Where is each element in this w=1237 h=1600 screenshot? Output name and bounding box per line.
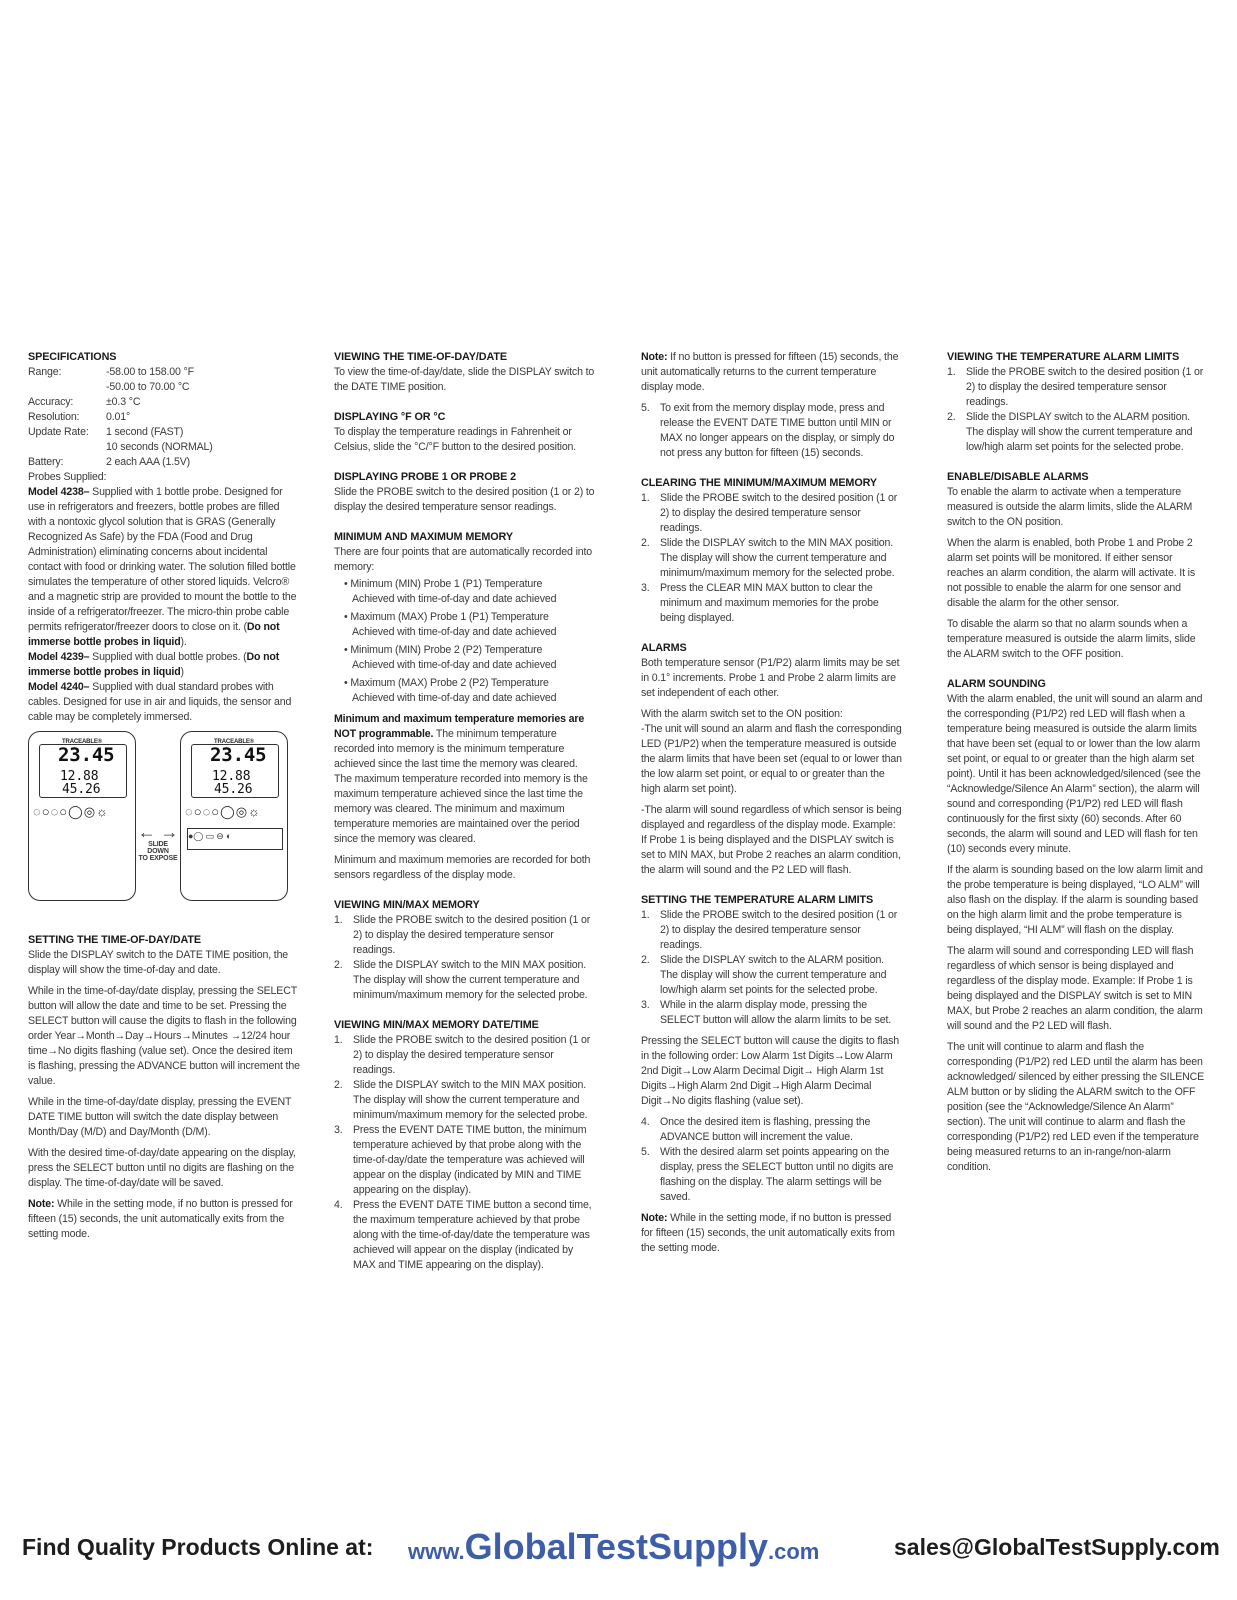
paragraph: Pressing the SELECT button will cause the digits to flash in the following order: Low Alarm 1st Digits→Low Alarm 2nd Digit→Low Alarm Decimal Digit→ High Alarm 1st Digits→High Alarm 2nd Digit→High Alarm Decimal Digit→No digits flashing (value set). <box>641 1035 900 1107</box>
clearing-memory-heading: CLEARING THE MINIMUM/MAXIMUM MEMORY <box>641 477 878 489</box>
column-viewing-memory <box>334 350 598 1279</box>
list-item: 4. Once the desired item is flashing, pressing the ADVANCE button will increment the value. <box>641 1116 871 1143</box>
specifications-heading: SPECIFICATIONS <box>28 351 117 363</box>
lcd-display: 23.45 12.88 45.26 <box>39 744 127 798</box>
footer-banner <box>0 1528 1237 1578</box>
specifications-table <box>28 365 300 470</box>
note-paragraph: Note: While in the setting mode, if no button is pressed for fifteen (15) seconds, the unit automatically exits from the setting mode. <box>28 1198 293 1240</box>
list-item: • Maximum (MAX) Probe 2 (P2) Temperature Achieved with time-of-day and date achieved <box>344 677 557 704</box>
lcd-display: 23.45 12.88 45.26 <box>191 744 279 798</box>
website-link[interactable]: www.GlobalTestSupply.com <box>408 1526 820 1567</box>
list-item: 5. To exit from the memory display mode, press and release the EVENT DATE TIME button until MIN or MAX no longer appears on the display, or simply do not press any button for fifteen (15) seconds. <box>641 402 895 459</box>
model-4239-text: Model 4239– Supplied with dual bottle probes. (Do not immerse bottle probes in liquid) <box>28 651 280 678</box>
paragraph: With the desired time-of-day/date appearing on the display, press the SELECT button until no digits are flashing on the display. The time-of-day/date will be saved. <box>28 1147 296 1189</box>
list-item: • Minimum (MIN) Probe 2 (P2) Temperature Achieved with time-of-day and date achieved <box>344 644 557 671</box>
thermometer-unit-closed <box>28 731 136 901</box>
column-specifications <box>28 350 300 1248</box>
memory-points-list <box>334 577 598 706</box>
paragraph: With the alarm switch set to the ON position: <box>641 708 843 720</box>
list-item: 2. Slide the DISPLAY switch to the MIN MAX position. The display will show the current temperature and minimum/maximum memory for the selected probe. <box>641 537 895 579</box>
spec-value: -58.00 to 158.00 °F <box>106 366 194 378</box>
viewing-time-heading: VIEWING THE TIME-OF-DAY/DATE <box>334 351 507 363</box>
list-item: 1. Slide the PROBE switch to the desired position (1 or 2) to display the desired temperature sensor readings. <box>334 1034 591 1076</box>
steps-list <box>334 1033 598 1273</box>
spec-label: Accuracy: <box>28 396 74 408</box>
footer-tagline: Find Quality Products Online at: <box>22 1534 374 1560</box>
list-item: 2. Slide the DISPLAY switch to the MIN MAX position. The display will show the current temperature and minimum/maximum memory for the selected probe. <box>334 959 588 1001</box>
setting-time-heading: SETTING THE TIME-OF-DAY/DATE <box>28 934 201 946</box>
paragraph: To view the time-of-day/date, slide the DISPLAY switch to the DATE TIME position. <box>334 366 595 393</box>
viewing-minmax-datetime-heading: VIEWING MIN/MAX MEMORY DATE/TIME <box>334 1019 539 1031</box>
list-item: 2. Slide the DISPLAY switch to the ALARM position. The display will show the current temperature and low/high alarm set points for the selected probe. <box>947 411 1193 453</box>
column-alarm-limits <box>947 350 1209 1181</box>
paragraph: -The alarm will sound regardless of which sensor is being displayed and regardless of the display mode. Example: If Probe 1 is being displayed and the DISPLAY switch is set to MIN MAX, but Probe 2 reaches an alarm condition, the alarm will sound and the P2 LED will flash. <box>641 804 902 876</box>
list-item: 1. Slide the PROBE switch to the desired position (1 or 2) to display the desired temperature sensor readings. <box>641 492 898 534</box>
paragraph: Slide the DISPLAY switch to the DATE TIME position, the display will show the time-of-day and date. <box>28 949 289 976</box>
viewing-minmax-heading: VIEWING MIN/MAX MEMORY <box>334 899 480 911</box>
paragraph: Minimum and maximum memories are recorded for both sensors regardless of the display mode. <box>334 854 591 881</box>
paragraph: The alarm will sound and corresponding LED will flash regardless of which sensor is being displayed and regardless of the display mode. Example: If Probe 1 is being displayed and the DISPLAY switch is set to MIN MAX, but Probe 2 reaches an alarm condition, the alarm will sound and the P2 LED will flash. <box>947 945 1203 1032</box>
steps-list <box>947 365 1209 455</box>
list-item: • Maximum (MAX) Probe 1 (P1) Temperature Achieved with time-of-day and date achieved <box>344 611 557 638</box>
alarms-heading: ALARMS <box>641 642 687 654</box>
double-arrow-icon: ← → <box>137 822 179 842</box>
displaying-f-c-heading: DISPLAYING °F OR °C <box>334 411 446 423</box>
steps-list <box>641 908 903 1028</box>
list-item: • Minimum (MIN) Probe 1 (P1) Temperature Achieved with time-of-day and date achieved <box>344 578 557 605</box>
note-paragraph: Note: While in the setting mode, if no button is pressed for fifteen (15) seconds, the unit automatically exits from the setting mode. <box>641 1212 895 1254</box>
probes-supplied-label: Probes Supplied: <box>28 471 107 483</box>
spec-value: 0.01° <box>106 411 131 423</box>
paragraph: Slide the PROBE switch to the desired position (1 or 2) to display the desired temperature sensor readings. <box>334 486 595 513</box>
spec-value: ±0.3 °C <box>106 396 141 408</box>
paragraph: -The unit will sound an alarm and flash the corresponding LED (P1/P2) when the temperature measured is outside the alarm limits that have been set (equal to or lower than the low alarm set point, or equal to or greater than the high alarm set point). <box>641 723 902 795</box>
brand-logo: TRACEABLE® <box>214 739 254 745</box>
steps-list <box>641 401 903 461</box>
paragraph: When the alarm is enabled, both Probe 1 and Probe 2 alarm set points will be monitored. If either sensor reaches an alarm condition, the alarm will activate. It is not possible to enable the alarm for one sensor and disable the alarm for the other sensor. <box>947 537 1196 609</box>
paragraph: The unit will continue to alarm and flash the corresponding (P1/P2) red LED until the alarm has been acknowledged/ silenced by either pressing the SILENCE ALM button or by sliding the ALARM switch to the OFF position (see the “Acknowledge/Silence An Alarm” section). The unit will continue to alarm and flash the corresponding (P1/P2) red LED even if the temperature being measured returns to an in-range/non-alarm condition. <box>947 1041 1205 1173</box>
steps-list <box>334 913 598 1003</box>
list-item: 2. Slide the DISPLAY switch to the ALARM position. The display will show the current temperature and low/high alarm set points for the selected probe. <box>641 954 887 996</box>
spec-value: -50.00 to 70.00 °C <box>106 381 190 393</box>
list-item: 1. Slide the PROBE switch to the desired position (1 or 2) to display the desired temperature sensor readings. <box>947 366 1204 408</box>
slide-arrow: ← → SLIDE DOWN TO EXPOSE <box>137 822 179 862</box>
spec-label <box>28 380 106 395</box>
paragraph: To disable the alarm so that no alarm sounds when a temperature measured is outside the alarm limits, slide the ALARM switch to the OFF position. <box>947 618 1196 660</box>
steps-list <box>641 1115 903 1205</box>
paragraph: Both temperature sensor (P1/P2) alarm limits may be set in 0.1° increments. Probe 1 and Probe 2 alarm limits are set independent of each other. <box>641 657 900 699</box>
list-item: 4. Press the EVENT DATE TIME button a second time, the maximum temperature achieved by that probe along with the time-of-day/date the temperature was achieved will appear on the display (indicated by MAX and TIME appearing on the display). <box>334 1199 592 1271</box>
steps-list <box>641 491 903 626</box>
paragraph: With the alarm enabled, the unit will sound an alarm and the corresponding (P1/P2) red LED will flash when a temperature being measured is outside the alarm limits that have been set (equal to or lower than the low alarm set point, or equal to or greater than the high alarm set point). Until it has been acknowledged/silenced (see the “Acknowledge/Silence An Alarm” section), the alarm will sound and corresponding (P1/P2) red LED will flash continuously for the first sixty (60) seconds. After 60 seconds, the alarm will sound and LED will flash for ten (10) seconds every minute. <box>947 693 1203 855</box>
model-4238-text: Model 4238– Supplied with 1 bottle probe. Designed for use in refrigerators and freezers, bottle probes are filled with a nontoxic glycol solution that is GRAS (Generally Recognized As Safe) by the FDA (Food and Drug Administration) eliminating concerns about incidental contact with food or drinking water. The solution filled bottle simulates the temperature of other stored liquids. Velcro® and a magnetic strip are provided to mount the bottle to the inside of a refrigerator/freezer. The micro-thin probe cable permits refrigerator/freezer doors to close on it. (Do not immerse bottle probes in liquid). <box>28 486 297 648</box>
paragraph: There are four points that are automatically recorded into memory: <box>334 546 593 573</box>
paragraph: To enable the alarm to activate when a temperature measured is outside the alarm limits, slide the ALARM switch to the ON position. <box>947 486 1193 528</box>
model-4240-text: Model 4240– Supplied with dual standard probes with cables. Designed for use in air and liquids, the sensor and cable may be completely immersed. <box>28 681 292 723</box>
list-item: 3. Press the EVENT DATE TIME button, the minimum temperature achieved by that probe along with the time-of-day/date the temperature was achieved will appear on the display (indicated by MIN and TIME appearing on the display). <box>334 1124 587 1196</box>
list-item: 3. While in the alarm display mode, pressing the SELECT button will allow the alarm limits to be set. <box>641 999 892 1026</box>
button-row-icon: ◌○◌○◯◎☼ <box>33 804 109 819</box>
switch-panel-icon: ●◯ ▭ ⊖ ◐ <box>187 828 283 850</box>
email-link[interactable]: sales@GlobalTestSupply.com <box>894 1534 1220 1560</box>
paragraph: If the alarm is sounding based on the low alarm limit and the probe temperature is being displayed, “LO ALM” will also flash on the display. If the alarm is sounding based on the high alarm limit and the probe temperature is being displayed, “HI ALM” will flash on the display. <box>947 864 1203 936</box>
spec-value: 2 each AAA (1.5V) <box>106 456 191 468</box>
displaying-probe-heading: DISPLAYING PROBE 1 OR PROBE 2 <box>334 471 517 483</box>
spec-label <box>28 440 106 455</box>
spec-label: Resolution: <box>28 411 80 423</box>
enable-disable-heading: ENABLE/DISABLE ALARMS <box>947 471 1089 483</box>
minmax-memory-heading: MINIMUM AND MAXIMUM MEMORY <box>334 531 513 543</box>
list-item: 3. Press the CLEAR MIN MAX button to clear the minimum and maximum memories for the probe being displayed. <box>641 582 879 624</box>
device-illustration <box>28 731 300 921</box>
button-row-icon: ◌○◌○◯◎☼ <box>185 804 261 819</box>
note-paragraph: Note: If no button is pressed for fifteen (15) seconds, the unit automatically returns to the current temperature display mode. <box>641 351 899 393</box>
spec-label: Battery: <box>28 456 64 468</box>
paragraph: To display the temperature readings in Fahrenheit or Celsius, slide the °C/°F button to the desired position. <box>334 426 577 453</box>
brand-logo: TRACEABLE® <box>62 739 102 745</box>
spec-label: Range: <box>28 366 62 378</box>
list-item: 5. With the desired alarm set points appearing on the display, press the SELECT button until no digits are flashing on the display. The alarm settings will be saved. <box>641 1146 894 1203</box>
spec-label: Update Rate: <box>28 426 89 438</box>
spec-value: 1 second (FAST) <box>106 426 184 438</box>
thermometer-unit-open <box>180 731 288 901</box>
paragraph: While in the time-of-day/date display, pressing the EVENT DATE TIME button will switch the date display between Month/Day (M/D) and Day/Month (D/M). <box>28 1096 292 1138</box>
paragraph: Minimum and maximum temperature memories are NOT programmable. The minimum temperature recorded into memory is the minimum temperature achieved since the last time the memory was cleared. The maximum temperature recorded into memory is the maximum temperature achieved since the last time the memory was cleared. The minimum and maximum temperature memories are maintained over the period since the memory was cleared. <box>334 713 588 845</box>
alarm-sounding-heading: ALARM SOUNDING <box>947 678 1046 690</box>
list-item: 1. Slide the PROBE switch to the desired position (1 or 2) to display the desired temperature sensor readings. <box>334 914 591 956</box>
list-item: 2. Slide the DISPLAY switch to the MIN MAX position. The display will show the current temperature and minimum/maximum memory for the selected probe. <box>334 1079 588 1121</box>
list-item: 1. Slide the PROBE switch to the desired position (1 or 2) to display the desired temperature sensor readings. <box>641 909 898 951</box>
setting-alarm-limits-heading: SETTING THE TEMPERATURE ALARM LIMITS <box>641 894 874 906</box>
spec-value: 10 seconds (NORMAL) <box>106 441 213 453</box>
viewing-alarm-limits-heading: VIEWING THE TEMPERATURE ALARM LIMITS <box>947 351 1180 363</box>
column-alarms <box>641 350 903 1262</box>
paragraph: While in the time-of-day/date display, pressing the SELECT button will allow the date and time to be set. Pressing the SELECT button will cause the digits to flash in the following order Year→Month→Day→Hours→Minutes →12/24 hour time→No digits flashing (value set). Once the desired item is flashing, pressing the ADVANCE button will increment the value. <box>28 985 300 1087</box>
